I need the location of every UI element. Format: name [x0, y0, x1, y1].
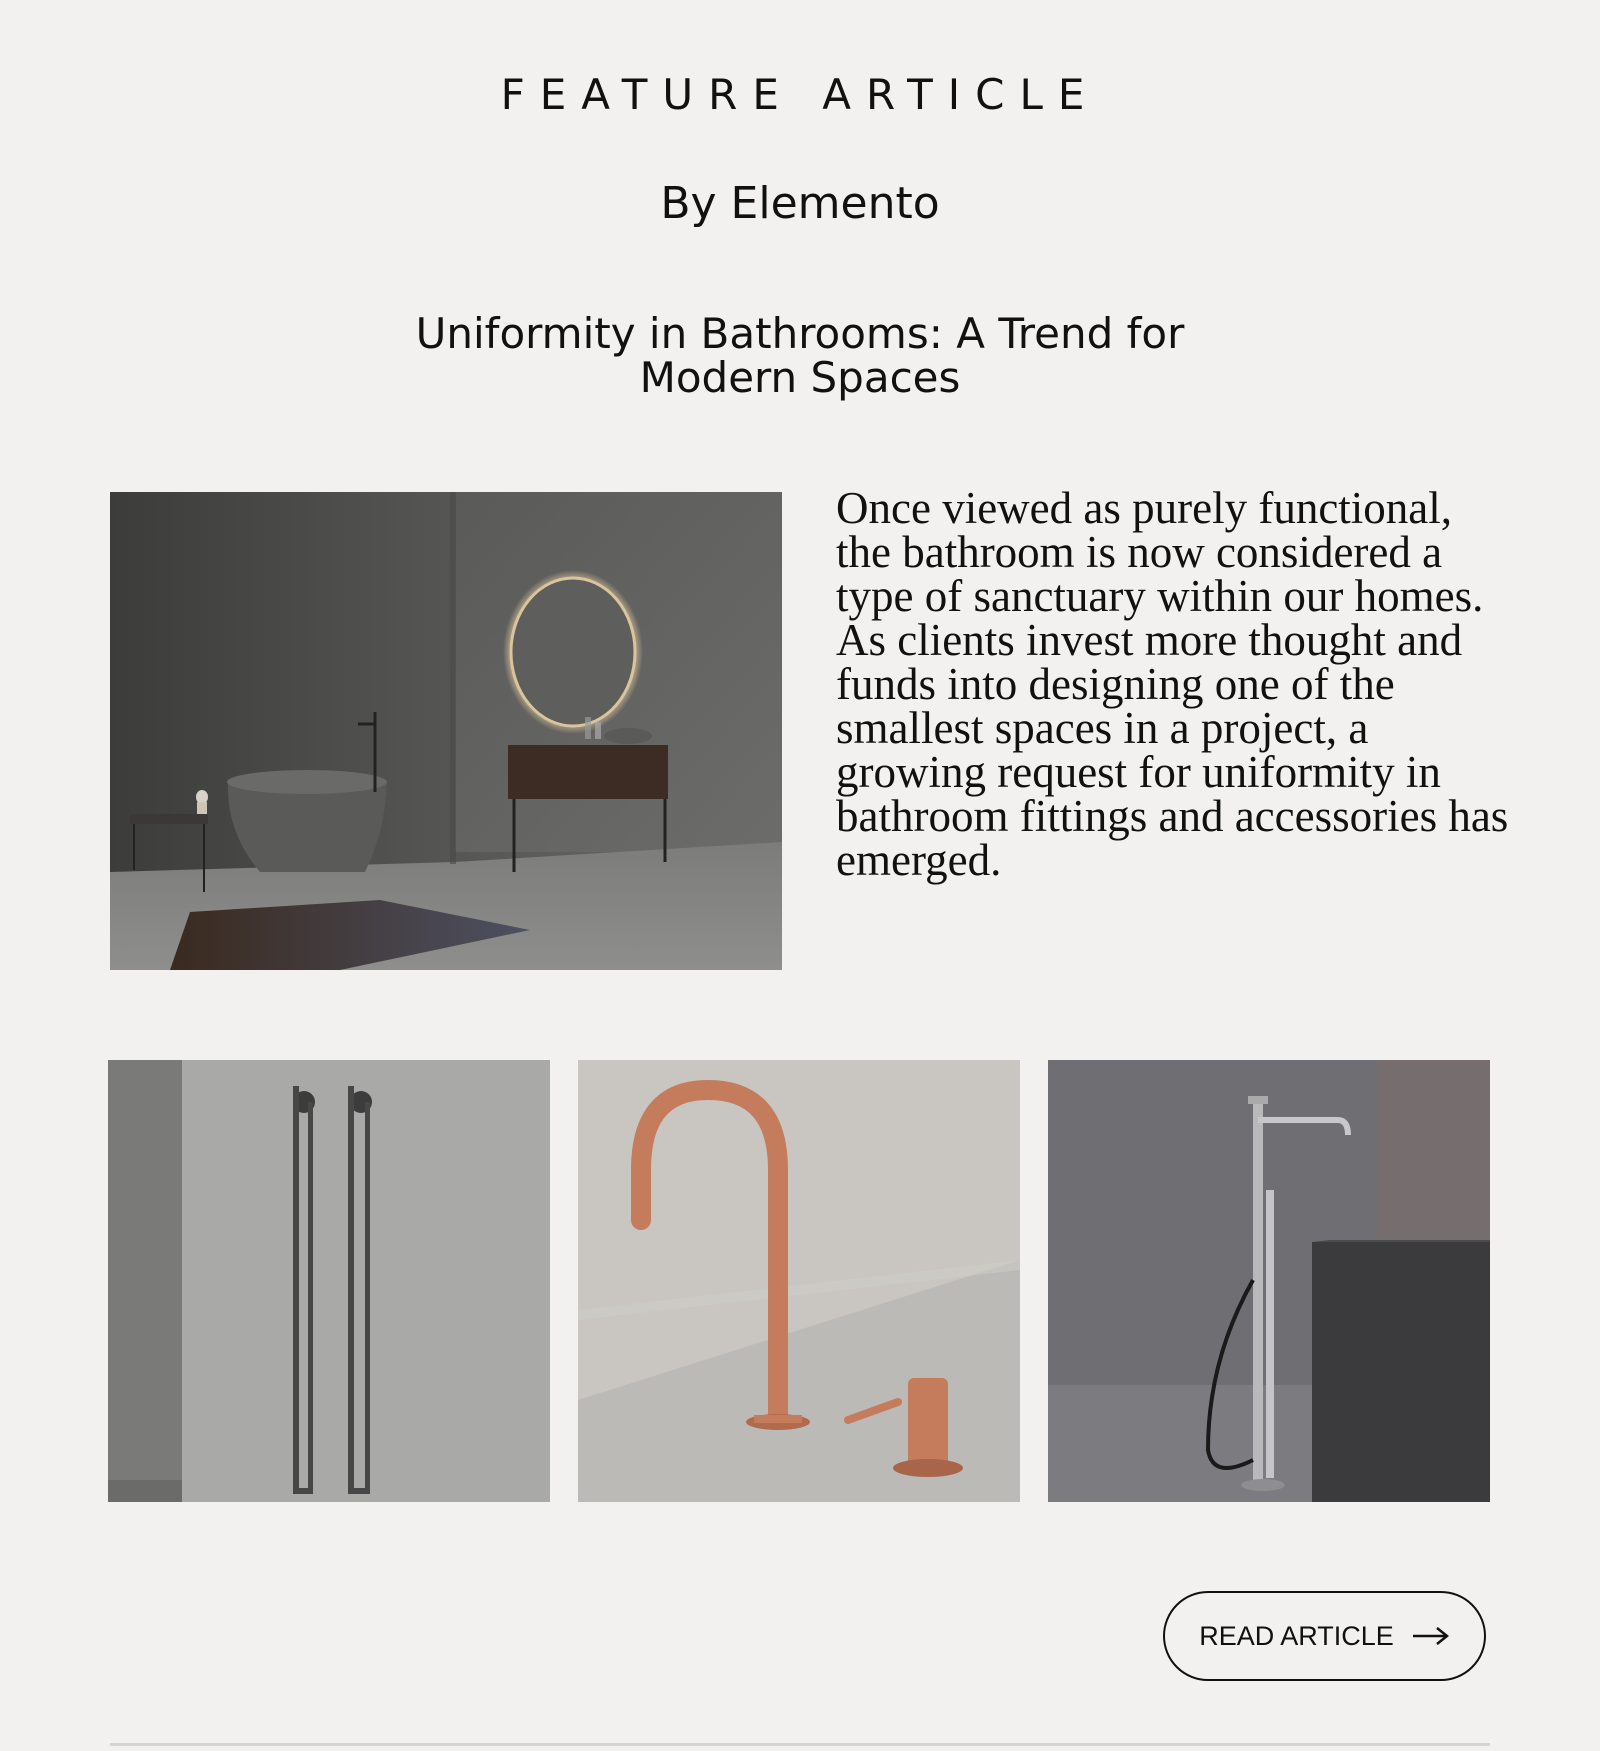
section-divider: [110, 1743, 1490, 1746]
product-image-towel-rails[interactable]: [108, 1060, 550, 1502]
product-image-copper-tap[interactable]: [578, 1060, 1020, 1502]
article-title-line-2: Modern Spaces: [639, 353, 961, 402]
freestanding-tap-illustration: [1048, 1060, 1490, 1502]
article-title[interactable]: [320, 309, 1280, 402]
read-article-button[interactable]: [1163, 1591, 1486, 1681]
bathroom-scene-illustration: [110, 492, 782, 970]
read-article-label: READ ARTICLE: [1199, 1620, 1394, 1651]
hero-bathroom-image[interactable]: [110, 492, 782, 970]
article-intro-paragraph: Once viewed as purely functional, the bathroom is now considered a type of sanctuary within our homes. As clients invest more thought and funds into designing one of the smallest spaces in a project, a growing request for uniformity in bathroom fittings and accessories has emerged.: [836, 483, 1509, 885]
towel-rail-illustration: [108, 1060, 550, 1502]
article-title-line-1: Uniformity in Bathrooms: A Trend for: [415, 309, 1185, 358]
arrow-right-icon: [1412, 1626, 1450, 1646]
product-image-freestanding-tap[interactable]: [1048, 1060, 1490, 1502]
copper-tap-illustration: [578, 1060, 1020, 1502]
article-byline: By Elemento: [660, 178, 940, 229]
section-kicker: FEATURE ARTICLE: [500, 70, 1100, 119]
